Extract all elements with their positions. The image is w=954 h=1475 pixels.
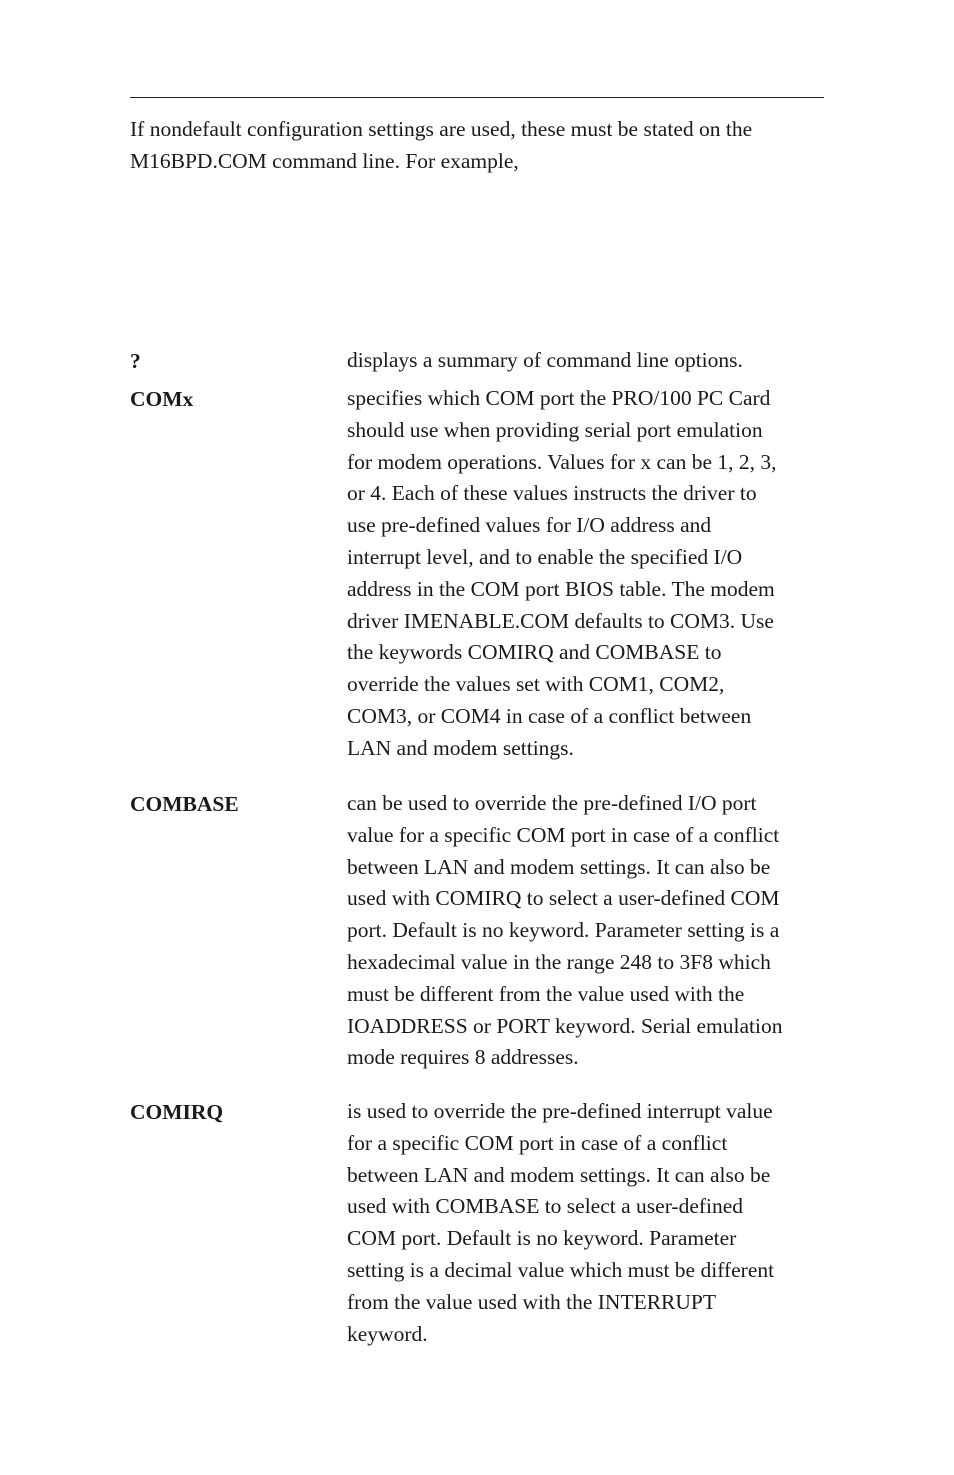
option-term: COMx <box>130 387 194 411</box>
description-line: hexadecimal value in the range 248 to 3F8 which <box>347 949 771 974</box>
intro-paragraph <box>130 113 824 177</box>
description-line: between LAN and modem settings. It can also be <box>347 854 771 879</box>
description-line: COM port. Default is no keyword. Parameter <box>347 1226 737 1251</box>
description-line: from the value used with the INTERRUPT <box>347 1289 717 1314</box>
option-description <box>347 1096 822 1350</box>
description-line: setting is a decimal value which must be different <box>347 1257 775 1282</box>
description-line: port. Default is no keyword. Parameter setting is a <box>347 918 780 943</box>
intro-line-1: If nondefault configuration settings are used, these must be stated on the <box>130 117 753 141</box>
description-line: the keywords COMIRQ and COMBASE to <box>347 640 722 665</box>
option-term: COMBASE <box>130 792 239 816</box>
option-term: ? <box>130 349 141 373</box>
description-line: displays a summary of command line options. <box>347 348 743 372</box>
description-line: IOADDRESS or PORT keyword. Serial emulation <box>347 1013 783 1038</box>
description-line: COM3, or COM4 in case of a conflict between <box>347 703 752 728</box>
option-term: COMIRQ <box>130 1100 224 1124</box>
description-line: interrupt level, and to enable the specified I/O <box>347 544 743 569</box>
description-line: LAN and modem settings. <box>347 735 574 760</box>
description-line: value for a specific COM port in case of a conflict <box>347 822 780 847</box>
description-line: used with COMIRQ to select a user-defined COM <box>347 886 780 911</box>
header-rule <box>130 97 824 98</box>
intro-line-2: M16BPD.COM command line. For example, <box>130 149 519 173</box>
description-line: address in the COM port BIOS table. The modem <box>347 576 775 601</box>
description-line: for a specific COM port in case of a conflict <box>347 1130 728 1155</box>
description-line: should use when providing serial port emulation <box>347 417 763 442</box>
description-line: or 4. Each of these values instructs the driver to <box>347 481 757 506</box>
description-line: used with COMBASE to select a user-defined <box>347 1194 744 1219</box>
description-line: for modem operations. Values for x can be 1, 2, 3, <box>347 449 777 474</box>
description-line: specifies which COM port the PRO/100 PC Card <box>347 386 771 410</box>
description-line: between LAN and modem settings. It can also be <box>347 1162 771 1187</box>
option-description <box>347 383 822 765</box>
description-line: mode requires 8 addresses. <box>347 1045 579 1070</box>
description-line: keyword. <box>347 1321 428 1346</box>
option-description <box>347 345 822 377</box>
description-line: override the values set with COM1, COM2, <box>347 672 725 697</box>
description-line: driver IMENABLE.COM defaults to COM3. Use <box>347 608 774 633</box>
description-line: can be used to override the pre-defined I/O port <box>347 791 757 815</box>
option-description <box>347 788 822 1074</box>
description-line: is used to override the pre-defined interrupt value <box>347 1099 773 1123</box>
description-line: use pre-defined values for I/O address and <box>347 513 712 538</box>
description-line: must be different from the value used with the <box>347 981 745 1006</box>
